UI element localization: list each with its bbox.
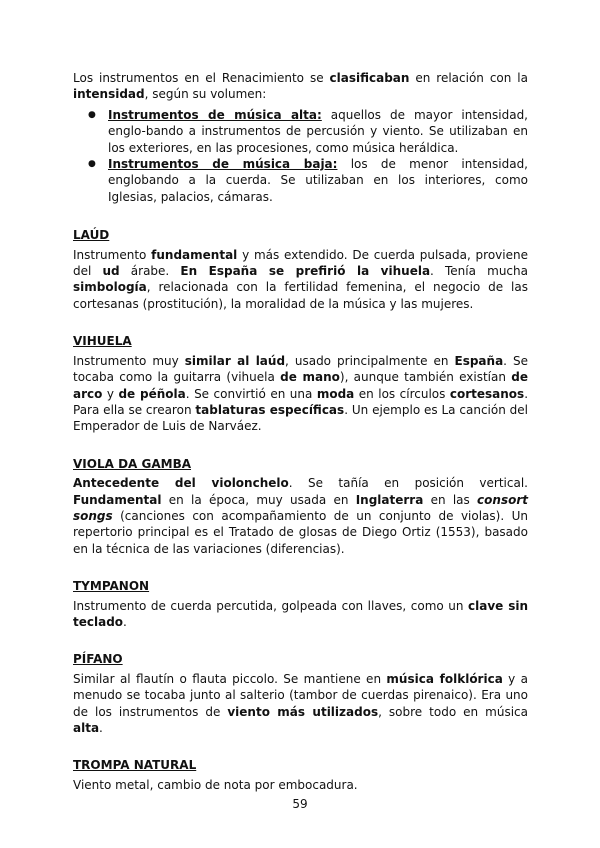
list-item xyxy=(108,156,528,205)
list-item xyxy=(108,107,528,156)
list-item-text: aquellos de mayor intensidad, englo-bando a instrumentos de percusión y viento. Se utilizaban en los exteriores, en las procesiones, como música heráldica. xyxy=(108,107,528,155)
section-heading: TROMPA NATURAL xyxy=(73,758,197,773)
section-heading: VIOLA DA GAMBA xyxy=(73,456,192,471)
volume-list xyxy=(73,107,528,205)
section-heading: VIHUELA xyxy=(73,334,132,349)
section-paragraph: Viento metal, cambio de nota por embocadura. xyxy=(73,777,358,792)
list-item-text: los de menor intensidad, englobando a la cuerda. Se utilizaban en los interiores, como Iglesias, palacios, cámaras. xyxy=(108,157,528,204)
section-heading: PÍFANO xyxy=(73,652,123,667)
section-paragraph: Antecedente del violonchelo. Se tañía en posición vertical. Fundamental en la época, muy usada en Inglaterra en las consort songs (canciones con acompañamiento de un conjunto de violas). Un repertorio principal es el Tratado de glosas de Diego Ortiz (1553), basado en la técnica de las variaciones (diferencias). xyxy=(73,476,528,556)
intro-paragraph xyxy=(73,70,528,103)
section-viola xyxy=(73,456,528,557)
section-paragraph: Similar al flautín o flauta piccolo. Se mantiene en música folklórica y a menudo se tocaba junto al salterio (tambor de cuerdas pirenaico). Era uno de los instrumentos de viento más utilizados, sobre todo en música alta. xyxy=(73,671,528,735)
section-tympanon xyxy=(73,578,528,630)
intro-text: en relación con la xyxy=(409,71,528,85)
section-laud xyxy=(73,227,528,312)
section-paragraph: Instrumento de cuerda percutida, golpeada con llaves, como un clave sin teclado. xyxy=(73,598,528,629)
section-trompa xyxy=(73,757,528,793)
intro-bold: clasificaban xyxy=(329,71,410,85)
section-paragraph: Instrumento fundamental y más extendido. De cuerda pulsada, proviene del ud árabe. En España se prefirió la vihuela. Tenía mucha simbología, relacionada con la fertilidad femenina, el negocio de las cortesanas (prostitución), la moralidad de la música y las mujeres. xyxy=(73,247,528,311)
list-item-label: Instrumentos de música baja: xyxy=(108,157,338,172)
intro-text: Los instrumentos en el Renacimiento se xyxy=(73,71,330,85)
intro-text: , según su volumen: xyxy=(144,87,267,102)
section-vihuela xyxy=(73,333,528,434)
page-number: 59 xyxy=(292,797,308,811)
list-item-label: Instrumentos de música alta: xyxy=(108,107,322,122)
intro-bold: intensidad xyxy=(73,87,145,102)
section-heading: LAÚD xyxy=(73,228,110,243)
section-pifano xyxy=(73,651,528,736)
section-heading: TYMPANON xyxy=(73,579,150,594)
section-paragraph: Instrumento muy similar al laúd, usado principalmente en España. Se tocaba como la guitarra (vihuela de mano), aunque también existían de arco y de péñola. Se convirtió en una moda en los círculos cortesanos. Para ella se crearon tablaturas específicas. Un ejemplo es La canción del Emperador de Luis de Narváez. xyxy=(73,353,529,434)
